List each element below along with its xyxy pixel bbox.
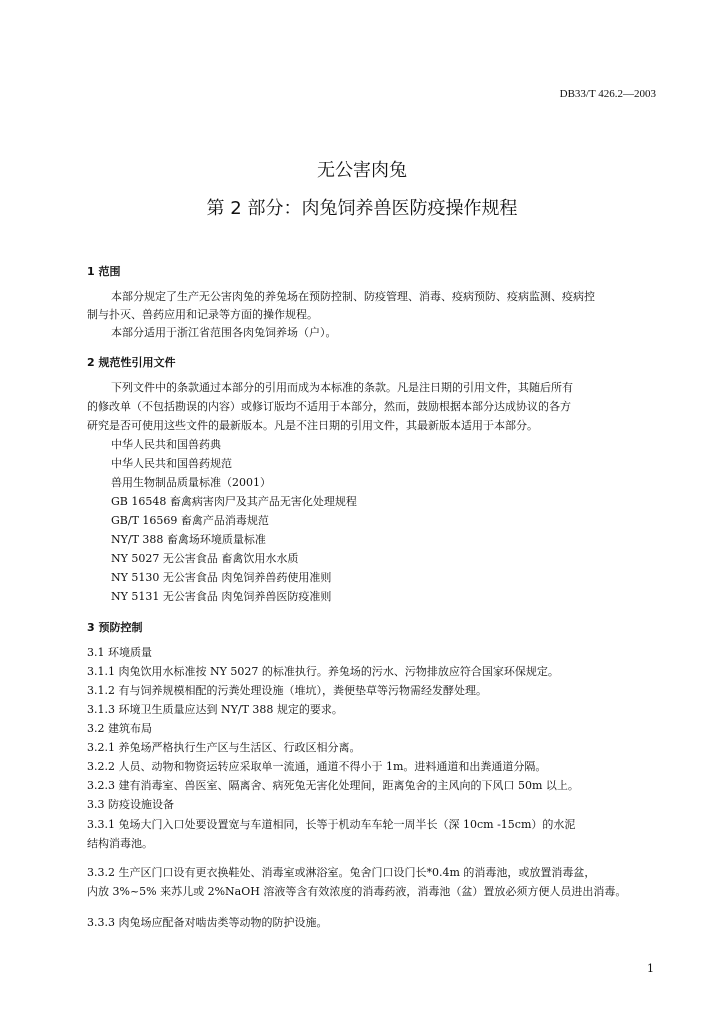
- reference-item: NY 5027 无公害食品 畜禽饮用水水质: [111, 552, 299, 565]
- section-heading-prevention: 3 预防控制: [87, 621, 143, 634]
- clause-line: 3.2.2 人员、动物和物资运转应采取单一流通，通道不得小于 1m。进料通道和出粪通道分隔。: [87, 760, 547, 773]
- reference-item: NY 5131 无公害食品 肉兔饲养兽医防疫准则: [111, 590, 332, 603]
- clause-line: 3.2.1 养兔场严格执行生产区与生活区、行政区相分离。: [87, 741, 361, 754]
- paragraph-line: 研究是否可使用这些文件的最新版本。凡是不注日期的引用文件，其最新版本适用于本部分。: [87, 419, 538, 432]
- paragraph-line: 的修改单（不包括勘误的内容）或修订版均不适用于本部分，然而，鼓励根据本部分达成协议的各方: [87, 400, 571, 413]
- reference-item: GB 16548 畜禽病害肉尸及其产品无害化处理规程: [111, 495, 357, 508]
- clause-line: 3.3.1 兔场大门入口处要设置宽与车道相同，长等于机动车车轮一周半长（深 10cm -15cm）的水泥: [87, 818, 576, 831]
- reference-item: 中华人民共和国兽药规范: [111, 457, 232, 470]
- section-heading-references: 2 规范性引用文件: [87, 356, 176, 369]
- clause-line: 3.1 环境质量: [87, 646, 152, 659]
- paragraph-line: 本部分规定了生产无公害肉兔的养兔场在预防控制、防疫管理、消毒、疫病预防、疫病监测、疫病控: [111, 290, 595, 303]
- clause-line: 3.3.2 生产区门口设有更衣换鞋处、消毒室或淋浴室。兔舍门口设门长*0.4m 的消毒池，或放置消毒盆，: [87, 866, 596, 879]
- paragraph-line: 制与扑灭、兽药应用和记录等方面的操作规程。: [87, 308, 318, 321]
- reference-item: 中华人民共和国兽药典: [111, 438, 221, 451]
- paragraph-line: 下列文件中的条款通过本部分的引用而成为本标准的条款。凡是注日期的引用文件，其随后所有: [111, 381, 573, 394]
- document-title: 无公害肉兔: [317, 160, 407, 181]
- clause-line: 3.1.2 有与饲养规模相配的污粪处理设施（堆坑），粪便垫草等污物需经发酵处理。: [87, 684, 487, 697]
- section-heading-scope: 1 范围: [87, 265, 121, 278]
- reference-item: NY 5130 无公害食品 肉兔饲养兽药使用准则: [111, 571, 332, 584]
- clause-line: 3.2 建筑布局: [87, 722, 152, 735]
- clause-line: 3.3 防疫设施设备: [87, 798, 174, 811]
- clause-line: 3.1.1 肉兔饮用水标准按 NY 5027 的标准执行。养兔场的污水、污物排放应符合国家环保规定。: [87, 665, 559, 678]
- standard-code: DB33/T 426.2—2003: [559, 88, 656, 100]
- document-subtitle: 第 2 部分：肉兔饲养兽医防疫操作规程: [206, 198, 518, 219]
- clause-line: 3.2.3 建有消毒室、兽医室、隔离舍、病死兔无害化处理间，距离兔舍的主风向的下风口 50m 以上。: [87, 779, 579, 792]
- reference-item: GB/T 16569 畜禽产品消毒规范: [111, 514, 269, 527]
- clause-line: 3.3.3 肉兔场应配备对啮齿类等动物的防护设施。: [87, 916, 328, 929]
- clause-line: 结构消毒池。: [87, 837, 153, 850]
- page-number: 1: [647, 962, 654, 975]
- reference-item: NY/T 388 畜禽场环境质量标准: [111, 533, 266, 546]
- clause-line: 内放 3%~5% 来苏儿或 2%NaOH 溶液等含有效浓度的消毒药液，消毒池（盆）置放必须方便人员进出消毒。: [87, 885, 627, 898]
- reference-item: 兽用生物制品质量标准（2001）: [111, 476, 271, 489]
- clause-line: 3.1.3 环境卫生质量应达到 NY/T 388 规定的要求。: [87, 703, 343, 716]
- paragraph-line: 本部分适用于浙江省范围各肉兔饲养场（户）。: [111, 326, 337, 339]
